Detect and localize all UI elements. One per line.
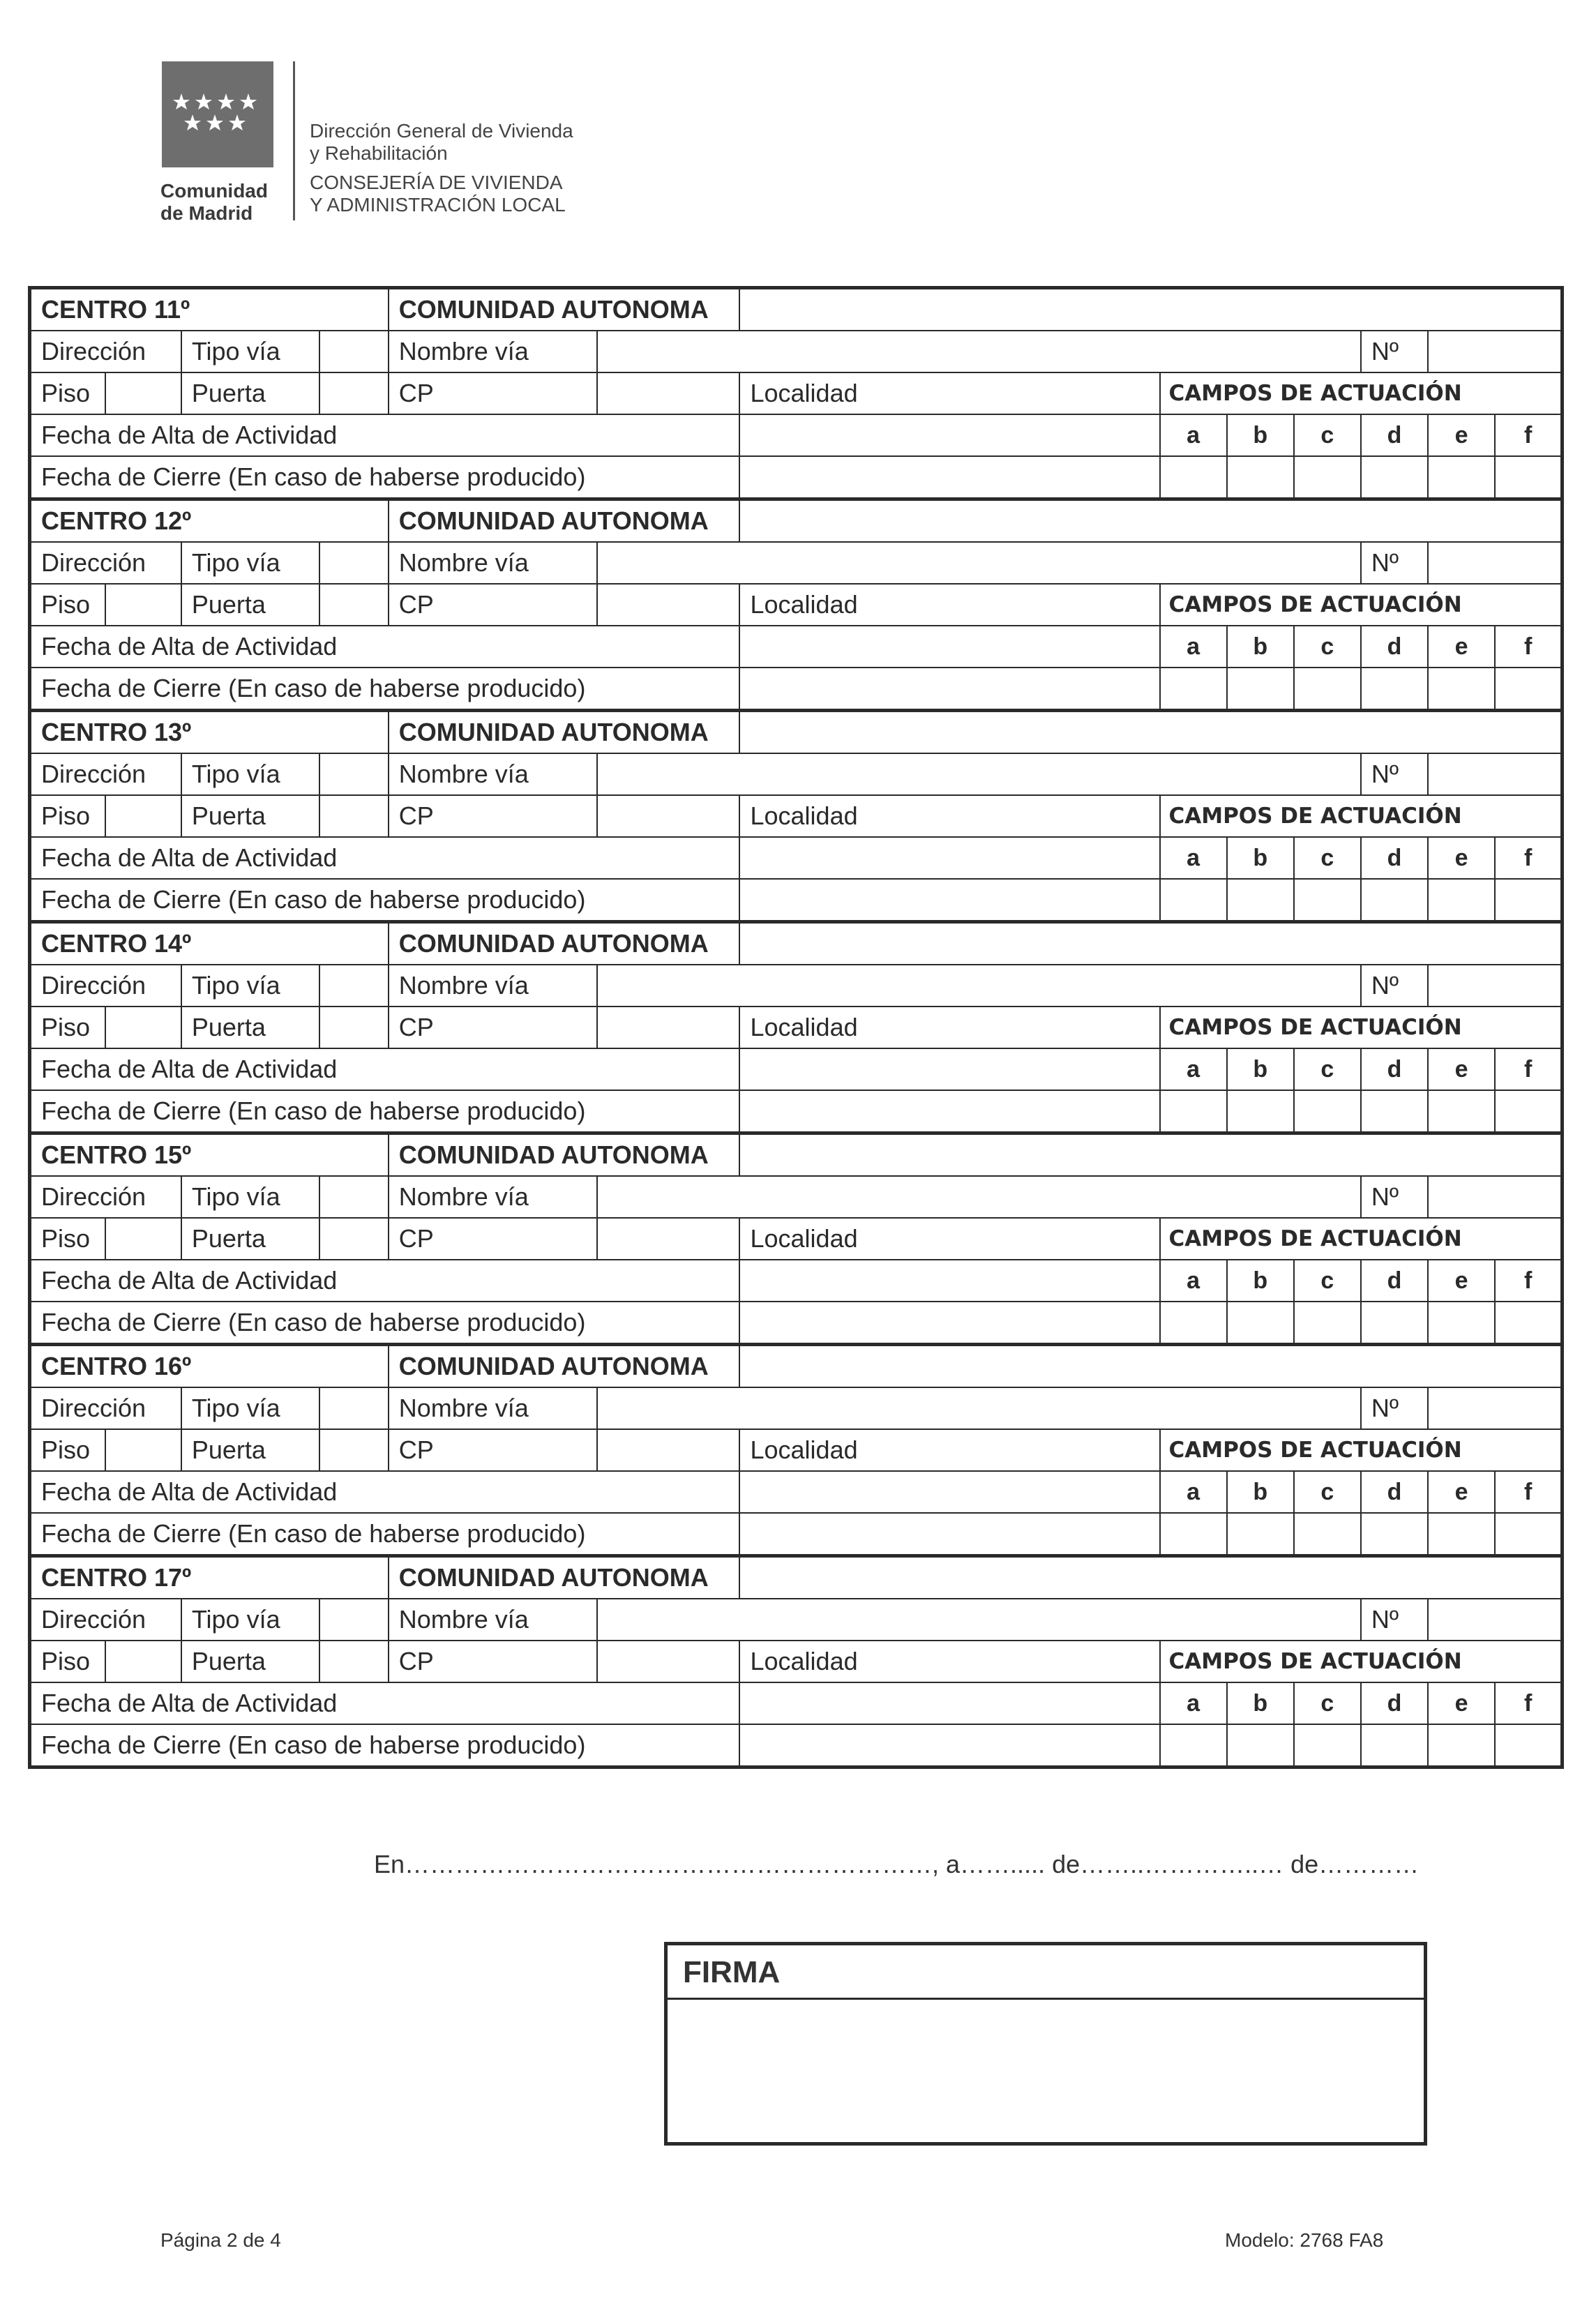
- cp-label: CP: [389, 1218, 597, 1260]
- numero-field[interactable]: [1428, 331, 1562, 372]
- nombre-via-label: Nombre vía: [389, 542, 597, 584]
- fecha-alta-field[interactable]: [739, 1260, 1159, 1302]
- piso-row: [30, 1007, 1563, 1048]
- cp-field[interactable]: [597, 1007, 740, 1048]
- campo-letter-c: c: [1294, 1260, 1361, 1302]
- comunidad-field[interactable]: [739, 1556, 1562, 1599]
- campo-box-c[interactable]: [1294, 456, 1361, 499]
- fecha-cierre-field[interactable]: [739, 1302, 1159, 1345]
- campo-letter-f: f: [1495, 626, 1562, 668]
- fecha-alta-row: [30, 1471, 1563, 1513]
- numero-label: Nº: [1361, 1387, 1428, 1429]
- department-line1: Dirección General de Vivienda: [310, 120, 573, 142]
- logo-name-line2: de Madrid: [160, 202, 253, 224]
- signature-label: FIRMA: [668, 1945, 1424, 2000]
- localidad-label: Localidad: [739, 1218, 1159, 1260]
- department-line2: y Rehabilitación: [310, 142, 448, 164]
- campo-box-e[interactable]: [1428, 1302, 1495, 1345]
- fecha-alta-field[interactable]: [739, 414, 1159, 456]
- campo-box-f[interactable]: [1495, 456, 1562, 499]
- puerta-field[interactable]: [319, 795, 388, 837]
- fecha-alta-row: [30, 837, 1563, 879]
- campo-box-e[interactable]: [1428, 456, 1495, 499]
- campo-letter-d: d: [1361, 1048, 1428, 1090]
- direccion-label: Dirección: [30, 753, 181, 795]
- fecha-alta-row: [30, 414, 1563, 456]
- nombre-via-label: Nombre vía: [389, 965, 597, 1007]
- tipo-via-field[interactable]: [319, 1387, 388, 1429]
- comunidad-field[interactable]: [739, 499, 1562, 543]
- campo-box-c[interactable]: [1294, 1513, 1361, 1556]
- campo-box-e[interactable]: [1428, 1090, 1495, 1133]
- fecha-alta-row: [30, 1260, 1563, 1302]
- campo-letter-b: b: [1227, 1471, 1294, 1513]
- campo-box-e[interactable]: [1428, 668, 1495, 711]
- centro-title: CENTRO 11º: [30, 288, 389, 331]
- campo-box-a[interactable]: [1160, 879, 1227, 922]
- cp-label: CP: [389, 1429, 597, 1471]
- campo-box-b[interactable]: [1227, 1090, 1294, 1133]
- tipo-via-label: Tipo vía: [181, 1387, 320, 1429]
- campos-actuacion-label: CAMPOS DE ACTUACIÓN: [1160, 1218, 1563, 1260]
- campo-box-d[interactable]: [1361, 1724, 1428, 1767]
- nombre-via-field[interactable]: [597, 331, 1361, 372]
- campo-letter-b: b: [1227, 626, 1294, 668]
- fecha-alta-field[interactable]: [739, 1682, 1159, 1724]
- campo-letter-f: f: [1495, 414, 1562, 456]
- tipo-via-label: Tipo vía: [181, 1599, 320, 1641]
- fecha-alta-row: [30, 626, 1563, 668]
- campo-box-d[interactable]: [1361, 456, 1428, 499]
- puerta-field[interactable]: [319, 584, 388, 626]
- fecha-alta-label: Fecha de Alta de Actividad: [30, 414, 740, 456]
- comunidad-label: COMUNIDAD AUTONOMA: [389, 711, 740, 754]
- fecha-cierre-row: [30, 668, 1563, 711]
- direccion-row: [30, 1599, 1563, 1641]
- piso-label: Piso: [30, 372, 106, 414]
- fecha-cierre-label: Fecha de Cierre (En caso de haberse producido): [30, 1724, 740, 1767]
- comunidad-field[interactable]: [739, 1133, 1562, 1177]
- localidad-label: Localidad: [739, 1429, 1159, 1471]
- piso-label: Piso: [30, 1007, 106, 1048]
- campo-box-b[interactable]: [1227, 668, 1294, 711]
- campos-actuacion-label: CAMPOS DE ACTUACIÓN: [1160, 1007, 1563, 1048]
- numero-label: Nº: [1361, 542, 1428, 584]
- nombre-via-field[interactable]: [597, 965, 1361, 1007]
- place-date-line[interactable]: En………………………………………………………, a……..... de……..…………..… de…………: [374, 1850, 1420, 1878]
- direccion-label: Dirección: [30, 1387, 181, 1429]
- campo-letter-e: e: [1428, 1260, 1495, 1302]
- campo-letter-c: c: [1294, 1682, 1361, 1724]
- numero-label: Nº: [1361, 1176, 1428, 1218]
- piso-field[interactable]: [105, 372, 181, 414]
- cp-field[interactable]: [597, 1429, 740, 1471]
- comunidad-field[interactable]: [739, 711, 1562, 754]
- piso-label: Piso: [30, 795, 106, 837]
- campo-letter-d: d: [1361, 1682, 1428, 1724]
- piso-row: [30, 1641, 1563, 1682]
- cp-field[interactable]: [597, 795, 740, 837]
- fecha-alta-label: Fecha de Alta de Actividad: [30, 1260, 740, 1302]
- cp-label: CP: [389, 1007, 597, 1048]
- direccion-row: [30, 753, 1563, 795]
- campo-letter-a: a: [1160, 837, 1227, 879]
- localidad-label: Localidad: [739, 1007, 1159, 1048]
- campo-letter-a: a: [1160, 1048, 1227, 1090]
- piso-field[interactable]: [105, 584, 181, 626]
- tipo-via-label: Tipo vía: [181, 331, 320, 372]
- campo-box-a[interactable]: [1160, 668, 1227, 711]
- fecha-alta-field[interactable]: [739, 626, 1159, 668]
- campos-actuacion-label: CAMPOS DE ACTUACIÓN: [1160, 1641, 1563, 1682]
- tipo-via-field[interactable]: [319, 331, 388, 372]
- campo-box-c[interactable]: [1294, 879, 1361, 922]
- fecha-alta-label: Fecha de Alta de Actividad: [30, 1048, 740, 1090]
- campo-letter-a: a: [1160, 626, 1227, 668]
- fecha-alta-field[interactable]: [739, 837, 1159, 879]
- puerta-label: Puerta: [181, 1007, 320, 1048]
- numero-label: Nº: [1361, 331, 1428, 372]
- comunidad-madrid-logo: [162, 61, 273, 167]
- campo-box-e[interactable]: [1428, 1724, 1495, 1767]
- cp-field[interactable]: [597, 372, 740, 414]
- fecha-cierre-label: Fecha de Cierre (En caso de haberse producido): [30, 1513, 740, 1556]
- department-line4: Y ADMINISTRACIÓN LOCAL: [310, 194, 566, 216]
- comunidad-label: COMUNIDAD AUTONOMA: [389, 288, 740, 331]
- puerta-label: Puerta: [181, 372, 320, 414]
- fecha-cierre-label: Fecha de Cierre (En caso de haberse producido): [30, 456, 740, 499]
- campo-box-b[interactable]: [1227, 456, 1294, 499]
- fecha-alta-label: Fecha de Alta de Actividad: [30, 1682, 740, 1724]
- tipo-via-field[interactable]: [319, 1599, 388, 1641]
- tipo-via-label: Tipo vía: [181, 965, 320, 1007]
- centro-title: CENTRO 14º: [30, 922, 389, 965]
- model-code: Modelo: 2768 FA8: [1225, 2229, 1384, 2251]
- campo-letter-d: d: [1361, 626, 1428, 668]
- campo-box-a[interactable]: [1160, 1513, 1227, 1556]
- logo-stars-icon: [173, 92, 262, 141]
- puerta-field[interactable]: [319, 1429, 388, 1471]
- nombre-via-field[interactable]: [597, 1599, 1361, 1641]
- page-number: Página 2 de 4: [160, 2229, 281, 2251]
- nombre-via-label: Nombre vía: [389, 1387, 597, 1429]
- comunidad-field[interactable]: [739, 288, 1562, 331]
- puerta-label: Puerta: [181, 584, 320, 626]
- tipo-via-field[interactable]: [319, 965, 388, 1007]
- campo-box-a[interactable]: [1160, 1724, 1227, 1767]
- campos-actuacion-label: CAMPOS DE ACTUACIÓN: [1160, 795, 1563, 837]
- cp-label: CP: [389, 584, 597, 626]
- campo-letter-a: a: [1160, 1682, 1227, 1724]
- campo-box-f[interactable]: [1495, 1302, 1562, 1345]
- comunidad-label: COMUNIDAD AUTONOMA: [389, 1345, 740, 1388]
- campo-letter-b: b: [1227, 1682, 1294, 1724]
- department-line3: CONSEJERÍA DE VIVIENDA: [310, 172, 563, 193]
- tipo-via-label: Tipo vía: [181, 1176, 320, 1218]
- numero-field[interactable]: [1428, 1176, 1562, 1218]
- nombre-via-label: Nombre vía: [389, 1599, 597, 1641]
- comunidad-label: COMUNIDAD AUTONOMA: [389, 1556, 740, 1599]
- piso-field[interactable]: [105, 1218, 181, 1260]
- campo-box-a[interactable]: [1160, 456, 1227, 499]
- nombre-via-label: Nombre vía: [389, 753, 597, 795]
- campo-box-b[interactable]: [1227, 879, 1294, 922]
- comunidad-field[interactable]: [739, 922, 1562, 965]
- fecha-cierre-field[interactable]: [739, 1090, 1159, 1133]
- campo-letter-f: f: [1495, 1471, 1562, 1513]
- fecha-cierre-row: [30, 1724, 1563, 1767]
- centro-header-row: [30, 1133, 1563, 1177]
- campo-box-c[interactable]: [1294, 1090, 1361, 1133]
- campo-letter-e: e: [1428, 414, 1495, 456]
- tipo-via-label: Tipo vía: [181, 542, 320, 584]
- campo-box-c[interactable]: [1294, 1724, 1361, 1767]
- fecha-cierre-label: Fecha de Cierre (En caso de haberse producido): [30, 668, 740, 711]
- comunidad-label: COMUNIDAD AUTONOMA: [389, 1133, 740, 1177]
- puerta-label: Puerta: [181, 1641, 320, 1682]
- comunidad-label: COMUNIDAD AUTONOMA: [389, 922, 740, 965]
- campo-letter-d: d: [1361, 1260, 1428, 1302]
- fecha-alta-label: Fecha de Alta de Actividad: [30, 626, 740, 668]
- direccion-label: Dirección: [30, 542, 181, 584]
- cp-label: CP: [389, 1641, 597, 1682]
- piso-field[interactable]: [105, 1641, 181, 1682]
- campo-letter-e: e: [1428, 837, 1495, 879]
- piso-row: [30, 584, 1563, 626]
- campo-letter-c: c: [1294, 1471, 1361, 1513]
- piso-label: Piso: [30, 584, 106, 626]
- campo-letter-a: a: [1160, 1260, 1227, 1302]
- piso-row: [30, 1218, 1563, 1260]
- fecha-cierre-row: [30, 456, 1563, 499]
- direccion-row: [30, 965, 1563, 1007]
- nombre-via-field[interactable]: [597, 1387, 1361, 1429]
- fecha-alta-field[interactable]: [739, 1471, 1159, 1513]
- campo-letter-f: f: [1495, 1048, 1562, 1090]
- campo-letter-f: f: [1495, 1682, 1562, 1724]
- tipo-via-field[interactable]: [319, 542, 388, 584]
- campo-box-d[interactable]: [1361, 1513, 1428, 1556]
- campos-actuacion-label: CAMPOS DE ACTUACIÓN: [1160, 584, 1563, 626]
- numero-field[interactable]: [1428, 542, 1562, 584]
- campo-box-f[interactable]: [1495, 1724, 1562, 1767]
- campo-box-c[interactable]: [1294, 668, 1361, 711]
- puerta-label: Puerta: [181, 1218, 320, 1260]
- direccion-row: [30, 331, 1563, 372]
- logo-divider: [293, 61, 295, 220]
- campo-letter-a: a: [1160, 1471, 1227, 1513]
- campo-letter-d: d: [1361, 414, 1428, 456]
- centro-title: CENTRO 12º: [30, 499, 389, 543]
- campo-letter-c: c: [1294, 1048, 1361, 1090]
- direccion-label: Dirección: [30, 1599, 181, 1641]
- signature-box[interactable]: [664, 1942, 1427, 2146]
- campo-box-f[interactable]: [1495, 668, 1562, 711]
- fecha-cierre-row: [30, 1302, 1563, 1345]
- centro-title: CENTRO 13º: [30, 711, 389, 754]
- cp-field[interactable]: [597, 1641, 740, 1682]
- numero-field[interactable]: [1428, 753, 1562, 795]
- numero-field[interactable]: [1428, 965, 1562, 1007]
- fecha-cierre-row: [30, 1513, 1563, 1556]
- campo-box-b[interactable]: [1227, 1724, 1294, 1767]
- fecha-alta-label: Fecha de Alta de Actividad: [30, 837, 740, 879]
- puerta-label: Puerta: [181, 795, 320, 837]
- centro-header-row: [30, 1345, 1563, 1388]
- tipo-via-field[interactable]: [319, 753, 388, 795]
- localidad-label: Localidad: [739, 795, 1159, 837]
- campo-box-d[interactable]: [1361, 1302, 1428, 1345]
- nombre-via-field[interactable]: [597, 753, 1361, 795]
- fecha-cierre-field[interactable]: [739, 879, 1159, 922]
- direccion-row: [30, 1387, 1563, 1429]
- department-block: [310, 120, 573, 216]
- fecha-alta-row: [30, 1682, 1563, 1724]
- campo-letter-f: f: [1495, 1260, 1562, 1302]
- nombre-via-field[interactable]: [597, 542, 1361, 584]
- campo-letter-c: c: [1294, 837, 1361, 879]
- logo-name-line1: Comunidad: [160, 180, 268, 202]
- campo-box-e[interactable]: [1428, 879, 1495, 922]
- campo-letter-d: d: [1361, 1471, 1428, 1513]
- fecha-cierre-label: Fecha de Cierre (En caso de haberse producido): [30, 1302, 740, 1345]
- campo-box-d[interactable]: [1361, 1090, 1428, 1133]
- numero-label: Nº: [1361, 1599, 1428, 1641]
- campo-letter-d: d: [1361, 837, 1428, 879]
- nombre-via-field[interactable]: [597, 1176, 1361, 1218]
- localidad-label: Localidad: [739, 584, 1159, 626]
- localidad-label: Localidad: [739, 372, 1159, 414]
- cp-field[interactable]: [597, 584, 740, 626]
- piso-row: [30, 795, 1563, 837]
- numero-label: Nº: [1361, 965, 1428, 1007]
- piso-label: Piso: [30, 1641, 106, 1682]
- fecha-cierre-field[interactable]: [739, 456, 1159, 499]
- tipo-via-label: Tipo vía: [181, 753, 320, 795]
- campo-box-b[interactable]: [1227, 1302, 1294, 1345]
- centro-title: CENTRO 17º: [30, 1556, 389, 1599]
- numero-label: Nº: [1361, 753, 1428, 795]
- numero-field[interactable]: [1428, 1599, 1562, 1641]
- campo-letter-e: e: [1428, 1048, 1495, 1090]
- campo-box-f[interactable]: [1495, 879, 1562, 922]
- cp-label: CP: [389, 372, 597, 414]
- campo-letter-b: b: [1227, 837, 1294, 879]
- direccion-label: Dirección: [30, 965, 181, 1007]
- puerta-field[interactable]: [319, 1218, 388, 1260]
- campo-box-f[interactable]: [1495, 1090, 1562, 1133]
- campo-letter-a: a: [1160, 414, 1227, 456]
- fecha-alta-row: [30, 1048, 1563, 1090]
- puerta-field[interactable]: [319, 1641, 388, 1682]
- centro-header-row: [30, 922, 1563, 965]
- campo-box-a[interactable]: [1160, 1090, 1227, 1133]
- puerta-field[interactable]: [319, 1007, 388, 1048]
- campo-letter-f: f: [1495, 837, 1562, 879]
- campo-letter-e: e: [1428, 1471, 1495, 1513]
- campo-letter-e: e: [1428, 626, 1495, 668]
- nombre-via-label: Nombre vía: [389, 1176, 597, 1218]
- tipo-via-field[interactable]: [319, 1176, 388, 1218]
- comunidad-label: COMUNIDAD AUTONOMA: [389, 499, 740, 543]
- centro-title: CENTRO 16º: [30, 1345, 389, 1388]
- fecha-cierre-label: Fecha de Cierre (En caso de haberse producido): [30, 879, 740, 922]
- campo-letter-b: b: [1227, 1260, 1294, 1302]
- direccion-row: [30, 1176, 1563, 1218]
- campo-letter-c: c: [1294, 626, 1361, 668]
- fecha-cierre-field[interactable]: [739, 668, 1159, 711]
- localidad-label: Localidad: [739, 1641, 1159, 1682]
- centro-title: CENTRO 15º: [30, 1133, 389, 1177]
- piso-row: [30, 372, 1563, 414]
- piso-field[interactable]: [105, 795, 181, 837]
- piso-row: [30, 1429, 1563, 1471]
- campos-actuacion-label: CAMPOS DE ACTUACIÓN: [1160, 372, 1563, 414]
- campo-box-d[interactable]: [1361, 668, 1428, 711]
- puerta-field[interactable]: [319, 372, 388, 414]
- campo-letter-c: c: [1294, 414, 1361, 456]
- piso-field[interactable]: [105, 1429, 181, 1471]
- campo-box-c[interactable]: [1294, 1302, 1361, 1345]
- campo-box-d[interactable]: [1361, 879, 1428, 922]
- direccion-row: [30, 542, 1563, 584]
- fecha-cierre-field[interactable]: [739, 1513, 1159, 1556]
- fecha-cierre-row: [30, 1090, 1563, 1133]
- campos-actuacion-label: CAMPOS DE ACTUACIÓN: [1160, 1429, 1563, 1471]
- cp-label: CP: [389, 795, 597, 837]
- piso-field[interactable]: [105, 1007, 181, 1048]
- campo-letter-b: b: [1227, 1048, 1294, 1090]
- comunidad-field[interactable]: [739, 1345, 1562, 1388]
- piso-label: Piso: [30, 1429, 106, 1471]
- fecha-cierre-label: Fecha de Cierre (En caso de haberse producido): [30, 1090, 740, 1133]
- nombre-via-label: Nombre vía: [389, 331, 597, 372]
- campo-box-b[interactable]: [1227, 1513, 1294, 1556]
- direccion-label: Dirección: [30, 331, 181, 372]
- cp-field[interactable]: [597, 1218, 740, 1260]
- fecha-cierre-row: [30, 879, 1563, 922]
- campo-box-f[interactable]: [1495, 1513, 1562, 1556]
- logo-wordmark: [160, 180, 279, 225]
- puerta-label: Puerta: [181, 1429, 320, 1471]
- centro-header-row: [30, 1556, 1563, 1599]
- piso-label: Piso: [30, 1218, 106, 1260]
- numero-field[interactable]: [1428, 1387, 1562, 1429]
- campo-letter-e: e: [1428, 1682, 1495, 1724]
- centro-header-row: [30, 711, 1563, 754]
- campo-letter-b: b: [1227, 414, 1294, 456]
- fecha-cierre-field[interactable]: [739, 1724, 1159, 1767]
- campo-box-e[interactable]: [1428, 1513, 1495, 1556]
- campo-box-a[interactable]: [1160, 1302, 1227, 1345]
- centros-form-table: [28, 286, 1564, 1769]
- direccion-label: Dirección: [30, 1176, 181, 1218]
- fecha-alta-field[interactable]: [739, 1048, 1159, 1090]
- fecha-alta-label: Fecha de Alta de Actividad: [30, 1471, 740, 1513]
- centro-header-row: [30, 288, 1563, 331]
- centro-header-row: [30, 499, 1563, 543]
